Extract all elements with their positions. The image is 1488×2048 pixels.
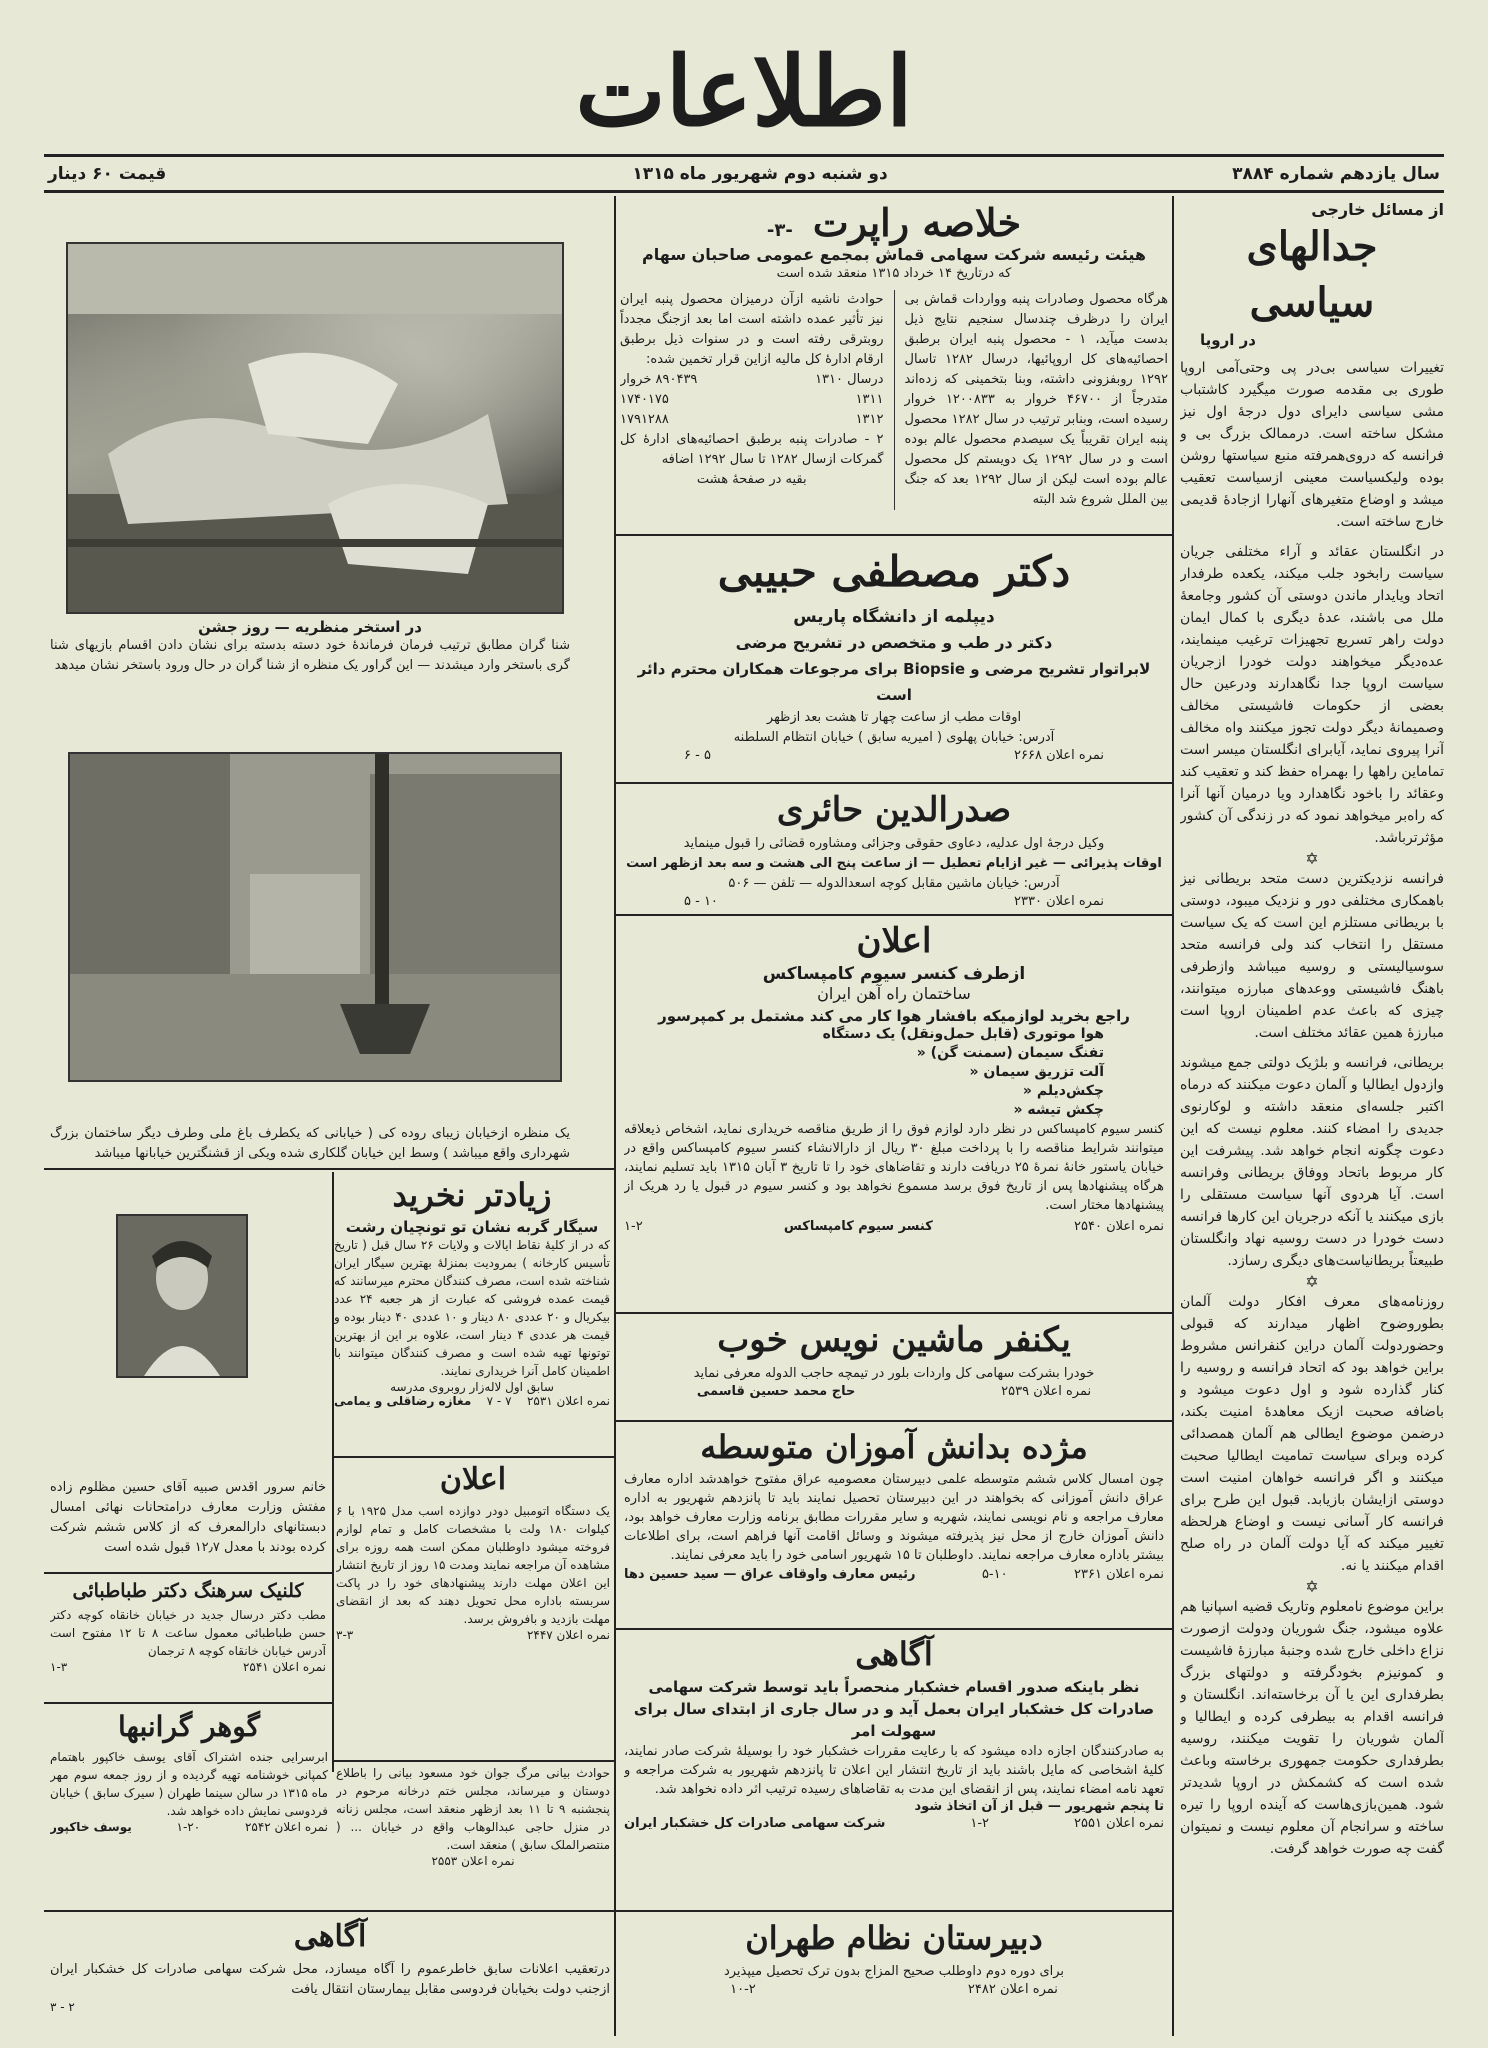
kampsax-ad-item: تفنگ سیمان (سمنت گن) « (916, 1045, 1104, 1061)
section-rule (616, 1628, 1172, 1630)
school-ad-num: ۵-۱۰ (981, 1567, 1008, 1582)
issue-number: سال یازدهم شماره ۳۸۸۴ (1232, 164, 1440, 184)
report-table (620, 370, 884, 430)
lawyer-line-1: وکیل درجهٔ اول عدلیه، دعاوی حقوقی وجزائی ومشاوره قضائی را قبول مینماید (683, 836, 1105, 851)
separator-star-icon: ✡ (1305, 849, 1319, 868)
typist-ad-body: خودرا بشرکت سهامی کل واردات بلور در تیمچه حاجب الدوله معرفی نماید (693, 1366, 1095, 1381)
doctor-diploma: دیپلمه از دانشگاه پاریس (793, 607, 995, 627)
article-paragraph-2: در انگلستان عقائد و آراء مختلفی جریان سیاست رابخود جلب میکند، یکعده طرفدار اتحاد ویایدار ماندن دوستی آن کشور وجامعهٔ ملل می باشند، عدهٔ دیگری با کمال ایمان دولت راهر تسریع تجهیزات ترغیب مینمایند، عده‌دیگر میخواهند دولت خودرا ازجریان سیاست اروپا جدا نگاهدارند ودرعین حال بعضی از حکومات فاشیستی مخالف وصمیمانهٔ دیگر دولت تجوز میکنند واه مخالف آنرا پیروی نماید، آیابرای انگلستان میسر است تماماین راهها را بهمراه حفظ کند و تعقیب کند وعقائد را باخود نگاهدارد ویا درمیان آنها آنرا که راه‌بر میخواهد نمود که در زندگی آن کشور مؤثرترباشد. (1180, 544, 1444, 846)
girl-portrait (116, 1214, 248, 1378)
article-paragraph-1: تغییرات سیاسی بی‌در پی وحتی‌آمی اروپا طوری بی مقدمه صورت میگیرد کاشتباب مشی سیاسی دایرای دول درجهٔ اول نیز مشکل ساخته است. درممالک بزرگ بی و فرانسه که دروی‌همرفته منبع سیاستها روشن بوده ولیکسیاست معینی ازسیاست تعقیب میشد و اوضاع متغیرهای آنهارا ازجادهٔ قدیمی خارج ساخته است. (1180, 360, 1444, 530)
kampsax-ad-title: اعلان (856, 921, 932, 961)
separator-star-icon: ✡ (1305, 1272, 1319, 1291)
bottom-notice-title: آگاهی (293, 1919, 367, 1954)
dried-fruit-ad-decision: قبل از آن اتخاذ شود (914, 1799, 1044, 1814)
masthead-rule-top (44, 154, 1444, 157)
lawyer-name: صدرالدین حائری (776, 790, 1012, 830)
typist-ad (624, 1316, 1164, 1416)
article-kicker: از مسائل خارجی (1311, 200, 1444, 219)
report-col-left-bottom: ۲ - صادرات پنبه برطبق احصائیه‌های ادارهٔ کل گمرکات ازسال ۱۲۸۲ تا سال ۱۲۹۲ اضافه (620, 432, 884, 467)
report-table-year: درسال ۱۳۱۰ (815, 372, 884, 387)
report-subtitle-date: که درتاریخ ۱۴ خرداد ۱۳۱۵ منعقد شده است (776, 266, 1012, 281)
kampsax-ad-body: کنسر سیوم کامپساکس در نظر دارد لوازم فوق را از طریق مناقصه خریداری نماید، اشخاص ذیعلاقه میتوانند شرایط مناقصه را با پرداخت مبلغ ۳۰ ریال از دارالانشاء کنسر سیوم کامپساکس واقع در خیابان یاستور خانهٔ نمرهٔ ۲۵ دریافت دارند و تقاضاهای خود را تا تاریخ ۳ آبان ۱۳۱۵ باید تسلیم نمایند، هرگاه پیشنهادها پس از تاریخ فوق برسد مسموع نخواهد بود و کنسر سیوم در قبول یا رد هریک از پیشنهادها مختار است. (624, 1122, 1164, 1213)
doctor-ad-num: ۵ - ۶ (684, 748, 711, 763)
car-ad-body: یک دستگاه اتومبیل دودر دوازده اسب مدل ۱۹۲۵ با ۶ کیلوات ۱۸۰ ولت با مشخصات کامل و تمام لوازم فروخته میشود داوطلبان ممکن است همه روزه برای مشاهده آن مراجعه نمایند ومدت ۱۵ روز از تاریخ انتشار این اعلان مهلت دارند پیشنهادهای خود را در پاکت سربسته باداره محل تحویل دهند که بعد از انقضای مهلت بازدید و بافروش برسد. (336, 1504, 610, 1626)
jewels-ad-body: ابرسرایی جنده اشتراک آقای یوسف خاکپور باهتمام کمپانی خوشنامه تهیه گردیده و از روز جمعه سوم مهر ماه ۱۳۱۵ در سالن سینما طهران ( سیرک سابق ) خیابان فردوسی نمایش داده خواهد شد. (50, 1750, 328, 1818)
report-col-rule (894, 290, 895, 510)
clinic-ad (50, 1576, 326, 1700)
doctor-lab: لابراتوار تشریح مرضی و Biopsie برای مرجوعات همکاران محترم دائر است (637, 660, 1151, 704)
section-rule (44, 1572, 332, 1574)
clinic-ad-num: ۱-۳ (50, 1660, 68, 1674)
report-subtitle: هیئت رئیسه شرکت سهامی قماش بمجمع عمومی صاحبان سهام (642, 245, 1146, 264)
funeral-notice-ref: نمره اعلان ۲۵۵۳ (431, 1854, 515, 1868)
school-ad (624, 1424, 1164, 1624)
report-col-right: هرگاه محصول وصادرات پنبه وواردات قماش بی ایران را درظرف چندسال سنجیم نتایج ذیل بدست میآید، ۱ - محصول پنبه ایران برطبق احصائیه‌های کل اروپائیها، درسال ۱۲۸۲ تاسال ۱۲۹۲ روبفزونی داشته، وبنا بتخمینی که زده‌اند متدرجاً از ۴۶۷۰۰ خروار به ۱۲۰۰۸۳۳ خروار رسیده است، وبنابر ترتیب در سال ۱۲۸۲ محصول پنبه ایران تقریباً یک سیصدم محصول عالم بوده است و در سال ۱۲۹۲ یک دویستم کل محصول عالم بوده است لیکن از سال ۱۲۹۲ بعد که جنگ بین الملل شروع شد البته (904, 292, 1168, 507)
jewels-ad-ref: نمره اعلان ۲۵۴۲ (244, 1820, 328, 1834)
dried-fruit-ad-num: ۱-۲ (970, 1816, 990, 1831)
swimmers-caption: شنا گران مطابق ترتیب فرمان فرماندهٔ خود دسته بدسته برای نشان دادن اقسام بازیهای شنا گری باستخر وارد میشدند — این گراور یک منظره از شنا گران در حال ورود باستخر نشان میدهد (50, 638, 570, 673)
doctor-hours: اوقات مطب از ساعت چهار تا هشت بعد ازظهر (766, 710, 1022, 725)
school-ad-body: چون امسال کلاس ششم متوسطه علمی دبیرستان معصومیه عراق مفتوح خواهدشد اداره معارف عراق دانش آموزانی که بخواهند در این دبیرستان تحصیل نمایند باید تا پانزدهم شهریور به اداره معارف مراجعه و نام نویسی نمایند، شهریه و سایر مقررات مطابق برنامه وزارت معارف خواهد بود، دانش آموزان خارج از محل نیز پذیرفته میشوند و وسائل اقامت آنها فراهم است، برای اطلاعات بیشتر باداره معارف مراجعه نمایند. داوطلبان تا ۱۵ شهریور اسامی خود را باید معرفی نمایند. (624, 1472, 1164, 1563)
swimmers-photo (66, 242, 564, 614)
separator-star-icon: ✡ (1305, 1577, 1319, 1596)
kampsax-ad-num: ۱-۲ (624, 1219, 643, 1234)
girl-caption: خانم سرور اقدس صبیه آقای حسین مظلوم زاده مفتش وزارت معارف درامتحانات نهائی امسال دبستانهای دارالمعرف که از کلاس ششم شرکت کرده بودند با معدل ۱۲٫۷ قبول شده است (50, 1480, 326, 1555)
cigarette-ad-ref: نمره اعلان ۲۵۳۱ (526, 1394, 610, 1408)
lawyer-ad-ref: نمره اعلان ۲۳۳۰ (1014, 894, 1104, 909)
report-table-year: ۱۳۱۱ (855, 392, 884, 407)
masthead-title: اطلاعات (575, 35, 913, 148)
lawyer-ad (624, 786, 1164, 910)
lawyer-ad-num: ۱۰ - ۵ (684, 894, 718, 909)
section-rule (616, 1312, 1172, 1314)
military-school-ad-ref: نمره اعلان ۲۴۸۲ (967, 1982, 1058, 1997)
section-rule (44, 1168, 614, 1170)
cigarette-ad-subtitle: سیگار گربه نشان تو تونچیان رشت (345, 1218, 599, 1236)
car-ad-title: اعلان (439, 1462, 507, 1497)
school-ad-ref: نمره اعلان ۲۳۶۱ (1074, 1567, 1164, 1582)
section-rule (616, 1420, 1172, 1422)
jewels-ad-title: گوهر گرانبها (118, 1710, 260, 1743)
report-table-value: ۱۷۹۱۲۸۸ (620, 412, 669, 427)
article-paragraph-3: فرانسه نزدیکترین دست متحد بریطانی نیز باهمکاری مختلفی دور و نزدیک میبود، دوستی با بریطانی مستلزم این است که یک سیاست مستقل را انتخاب کند ولی فرانسه متحد سوسیالیستی و روسیه میباشد وازطرفی باهنگ فاشیستی ووعدهای مبارزه میتوانند، چیزی که باعث عدم اطمینان اروپا است مبارزهٔ همین عقائد مختلف است. (1180, 871, 1444, 1041)
lawyer-hours: اوقات پذیرائی — غیر ازایام تعطیل — از ساعت پنج الی هشت و سه بعد ازظهر است (626, 856, 1162, 871)
girl-portrait-illustration (118, 1216, 246, 1376)
funeral-notice (336, 1764, 610, 1908)
section-rule (616, 782, 1172, 784)
cigarette-ad-body: که در از کلیهٔ نقاط ایالات و ولایات ۲۶ سال قبل ( تاریخ تأسیس کارخانه ) بمرودیت بمنزلهٔ بهترین سیگار ایران شناخته شده است، مصرف کنندگان محترم میرسانند که قیمت عمده فروشی که عبارت از هر جعبه ۲۴ عدد بیکریال و ۲۰ عددی ۸۰ دینار و ۱۰ عددی ۴۰ دینار بوده و قیمت هر عددی ۴ دینار است، علاوه بر این از بهترین توتونها تهیه شده است و مصرف کنندگان میتوانند با اطمینان کامل آنرا خریداری نمایند. (334, 1238, 610, 1378)
section-rule (44, 1910, 614, 1912)
street-photo-illustration (70, 754, 560, 1080)
cigarette-ad-num: ۷ - ۷ (486, 1394, 512, 1408)
report-part: -۳- (766, 220, 793, 241)
section-rule (334, 1760, 614, 1762)
kampsax-ad-org: ساختمان راه آهن ایران (817, 984, 971, 1003)
lawyer-address: آدرس: خیابان ماشین مقابل کوچه اسعدالدوله — تلفن — ۵۰۶ (728, 876, 1060, 891)
report-title: خلاصه راپرت (812, 200, 1022, 245)
report-table-value: ۸۹۰۴۳۹ خروار (620, 372, 698, 387)
dried-fruit-ad-lead: نظر باینکه صدور اقسام خشکبار منحصراً باید توسط شرکت سهامی صادرات کل خشکبار ایران بعمل آید و در سال جاری از ابتدای سال برای سهولت امر (633, 1678, 1155, 1740)
dried-fruit-ad-title: آگاهی (855, 1635, 933, 1673)
column-rule-3 (332, 1172, 334, 1772)
report-col-left-top: حوادث ناشیه ازآن درمیزان محصول پنبه ایران نیز تأثیر عمده داشته است اما بعد ازجنگ مجدداً روبترقی رفته است و در سنوات ذیل برطبق ارقام ادارهٔ کل مالیه ازاین قرار تخمین شده: (620, 292, 884, 367)
article-paragraph-5: روزنامه‌های معرف افکار دولت آلمان بطوروضوح اظهار میدارند که قبولی وحضوردولت آلمان دراین کنفرانس مشروط براین خواهد بود که اتحاد فرانسه و روسیه را کنار گذارده شود و اول دعوت میشود و باضافه صحبت ازیک معاهدهٔ امنیت بکند، درضمن موضوع ایطالی هم آلمان همصدائی کرده وبرای سیاست تمامیت ایطالیا صحبت میکنند و اگر فرانسه خواهان امنیت است دوستی ازایشان بازیابد. قبول این طرح برای فرانسه کار آسانی نیست و اوضاع هرلحظه تغییر میکند که آیا دولت آلمان در راه صلح اقدام میکنند یا نه. (1180, 1294, 1444, 1574)
car-ad-ref: نمره اعلان ۲۴۴۷ (526, 1628, 610, 1642)
report-article (620, 200, 1168, 530)
article-paragraph-6: براین موضوع نامعلوم وتاریک قضیه اسپانیا هم علاوه میشود، جنگ شوریان ودولت ازصورت نزاع داخلی خارج شده وجنبهٔ مبارزهٔ فاشیست و کمونیزم بخودگرفته و دولتهای بزرگ بطرفداری این یا آن برخاسته‌اند. انگلستان و فرانسه اقدام به بیطرفی کرده و ایطالیا و آلمان شوریان را تقویت میکنند، روسیه بطرفداری حکومت جمهوری برخاسته وباعث شده است که کشمکش در اروپا شدیدتر شود. همین‌بازی‌هاست که آینده اروپا را تیره ساخته و سرانجام آن معلوم نیست و نمیتوان گفت چه صورت خواهد گرفت. (1180, 1599, 1444, 1857)
column-rule-1 (1172, 196, 1174, 2036)
jewels-ad (50, 1706, 328, 1906)
typist-ad-title: یکنفر ماشین نویس خوب (717, 1320, 1071, 1360)
issue-price: قیمت ۶۰ دینار (48, 164, 167, 184)
article-subtitle: در اروپا (1200, 331, 1256, 349)
street-photo (68, 752, 562, 1082)
column-rule-2 (614, 196, 616, 2036)
cigarette-ad-shop: مغازه رضاقلی و یمامی (334, 1394, 472, 1408)
report-table-year: ۱۳۱۲ (855, 412, 884, 427)
section-rule (44, 1702, 332, 1704)
report-table-value: ۱۷۴۰۱۷۵ (620, 392, 669, 407)
cigarette-ad-address: سابق اول لاله‌زار روبروی مدرسه (390, 1380, 554, 1394)
kampsax-ad-sign: کنسر سیوم کامپساکس (783, 1219, 933, 1234)
bottom-notice (50, 1914, 610, 2034)
kampsax-ad-from: ازطرف کنسر سیوم کامپساکس (762, 964, 1026, 984)
dried-fruit-ad-body: به صادرکنندگان اجازه داده میشود که با رعایت مقررات خشکبار خود را بوسیلهٔ شرکت صادر نمایند، کلیهٔ اشخاصی که مایل باشند باید از تاریخ انتشار این اعلان تا پانزدهم شهریور به شرکت مراجعه و تعهد نامه امضاء نمایند، پس از انقضای این مدت به تقاضاهای رسیده ترتیب اثر داده نخواهد شد. (624, 1744, 1164, 1797)
section-rule (334, 1456, 614, 1458)
military-school-ad (624, 1914, 1164, 2034)
military-school-ad-num: ۱۰-۲ (730, 1982, 756, 1997)
jewels-ad-num: ۱-۲۰ (176, 1820, 201, 1834)
kampsax-ad-ref: نمره اعلان ۲۵۴۰ (1074, 1219, 1164, 1234)
kampsax-ad-lead: راجع بخرید لوازمیکه بافشار هوا کار می کند مشتمل بر کمپرسور (658, 1007, 1130, 1025)
bottom-notice-body: درتعقیب اعلانات سابق خاطرعموم را آگاه میسازد، محل شرکت سهامی صادرات کل خشکبار ایران ازجنب دولت بخیابان فردوسی مقابل بیمارستان انتقال یافت (50, 1962, 610, 1997)
school-ad-sign: رئیس معارف واوقاف عراق — سید حسین دها (624, 1567, 916, 1582)
military-school-ad-title: دبیرستان نظام طهران (745, 1919, 1043, 1957)
car-ad (336, 1458, 610, 1758)
doctor-name: دکتر مصطفی حبیبی (717, 547, 1071, 596)
kampsax-ad (624, 918, 1164, 1310)
article-paragraph-4: بریطانی، فرانسه و بلژیک دولتی جمع میشوند وازدول ایطالیا و آلمان دعوت میکنند که درماه اکتبر جلسه‌ای منعقد داشته و لوکارنوی جدیدی را امضاء کنند. معلوم نیست که این دعوت چگونه انجام خواهد شد. پیشرفت این کار مربوط باتحاد ووفاق بریطانی وفرانسه است. آیا هردوی آنها سیاست مستقلی را بازی میکنند یا آنکه درجریان این کارها فرانسه دست خودرا در دست روسیه نهاد وانگلستان طبیعتاً بریطانیاست‌های دیگری رسازد. (1180, 1055, 1444, 1269)
doctor-ad (624, 540, 1164, 776)
issue-date: دو شنبه دوم شهریور ماه ۱۳۱۵ (632, 164, 888, 184)
section-rule (616, 914, 1172, 916)
swimmers-photo-illustration (68, 244, 562, 612)
clinic-ad-body: مطب دکتر درسال جدید در خیابان خانقاه کوچه دکتر حسن طباطبائی معمول ساعت ۸ تا ۱۲ مفتوح است آدرس خیابان خانقاه کوچه ۸ ترجمان (50, 1608, 326, 1658)
doctor-specialty: دکتر در طب و متخصص در تشریح مرضی (735, 633, 1053, 652)
dried-fruit-ad-sign: شرکت سهامی صادرات کل خشکبار ایران (624, 1816, 886, 1831)
funeral-notice-body: حوادث بیانی مرگ جوان خود مسعود بیانی را باطلاع دوستان و میرساند، مجلس ختم درخانه مرحوم در پنجشنبه ۹ تا ۱۱ بعد ازظهر منعقد است، مجلس زنانه در منزل حاجی عبدالوهاب واقع در خیابان ... ( منتصرالملک سابق ) منعقد است. (336, 1766, 610, 1852)
kampsax-ad-item: چکش‌دیلم « (1022, 1083, 1104, 1099)
swimmers-caption-block (50, 618, 570, 676)
dried-fruit-ad: آگاهی نظر باینکه صدور اقسام خشکبار منحصراً باید توسط شرکت سهامی صادرات کل خشکبار ایران بعمل آید و در سال جاری از ابتدای سال برای سهولت امر به صادرکنندگان اجازه داده میشود که با رعایت مقررات خشکبار خود را بوسیلهٔ شرکت صادر نمایند، کلیهٔ اشخاصی که مایل باشند باید از تاریخ انتشار این اعلان تا پانزدهم شهریور به شرکت مراجعه و تعهد نامه امضاء نمایند، پس از انقضای این مدت به تقاضاهای رسیده ترتیب اثر داده نخواهد شد. تا پنجم شهریور — قبل از آن اتخاذ شود نمره اعلان ۲۵۵۱ ۱-۲ شرکت سهامی صادرات کل خشکبار ایران (624, 1632, 1164, 1906)
clinic-ad-title: کلنیک سرهنگ دکتر طباطبائی (72, 1580, 304, 1602)
masthead-rule-bottom (44, 190, 1444, 193)
clinic-ad-ref: نمره اعلان ۲۵۴۱ (242, 1660, 326, 1674)
bottom-notice-num: ۲ - ۳ (50, 2000, 75, 2014)
kampsax-ad-item: چکش تیشه « (1013, 1102, 1104, 1118)
dried-fruit-ad-highlight: تا پنجم شهریور (1065, 1799, 1164, 1814)
cigarette-ad-title: زیادتر نخرید (392, 1176, 552, 1214)
doctor-ad-ref: نمره اعلان ۲۶۶۸ (1014, 748, 1104, 763)
foreign-affairs-article (1180, 200, 1444, 2030)
article-title: جدالهای سیاسی (1246, 223, 1378, 326)
kampsax-ad-item: هوا موتوری (قابل حمل‌ونقل) یک دستگاه (822, 1026, 1104, 1042)
section-rule (616, 1910, 1172, 1912)
car-ad-num: ۳-۳ (336, 1628, 354, 1642)
typist-ad-sign: حاج محمد حسین قاسمی (696, 1384, 856, 1399)
section-rule (616, 534, 1172, 536)
kampsax-ad-items (624, 1025, 1164, 1120)
street-caption: یک منظره ازخیابان زیبای روده کی ( خیابانی که یکطرف باغ ملی وطرف دیگر ساختمان بزرگ شهرداری واقع میباشد ) وسط این خیابان گلکاری شده ویکی از قشنگترین خیابانها میباشد (50, 1126, 570, 1161)
jewels-ad-sign: یوسف خاکپور (50, 1820, 132, 1834)
school-ad-title: مژده بدانش آموزان متوسطه (700, 1428, 1088, 1466)
swimmers-caption-title: در استخر منظریه — روز جشن (198, 618, 422, 636)
report-continued: بقیه در صفحهٔ هشت (696, 472, 807, 487)
dried-fruit-ad-ref: نمره اعلان ۲۵۵۱ (1074, 1816, 1164, 1831)
cigarette-ad (334, 1172, 610, 1450)
typist-ad-ref: نمره اعلان ۲۵۳۹ (1001, 1384, 1092, 1399)
doctor-address: آدرس: خیابان پهلوی ( امیریه سابق ) خیابان انتظام السلطنه (733, 730, 1055, 745)
kampsax-ad-item: آلت تزریق سیمان « (969, 1064, 1104, 1080)
military-school-ad-body: برای دوره دوم داوطلب صحیح المزاج بدون ترک تحصیل میپذیرد (723, 1964, 1065, 1979)
